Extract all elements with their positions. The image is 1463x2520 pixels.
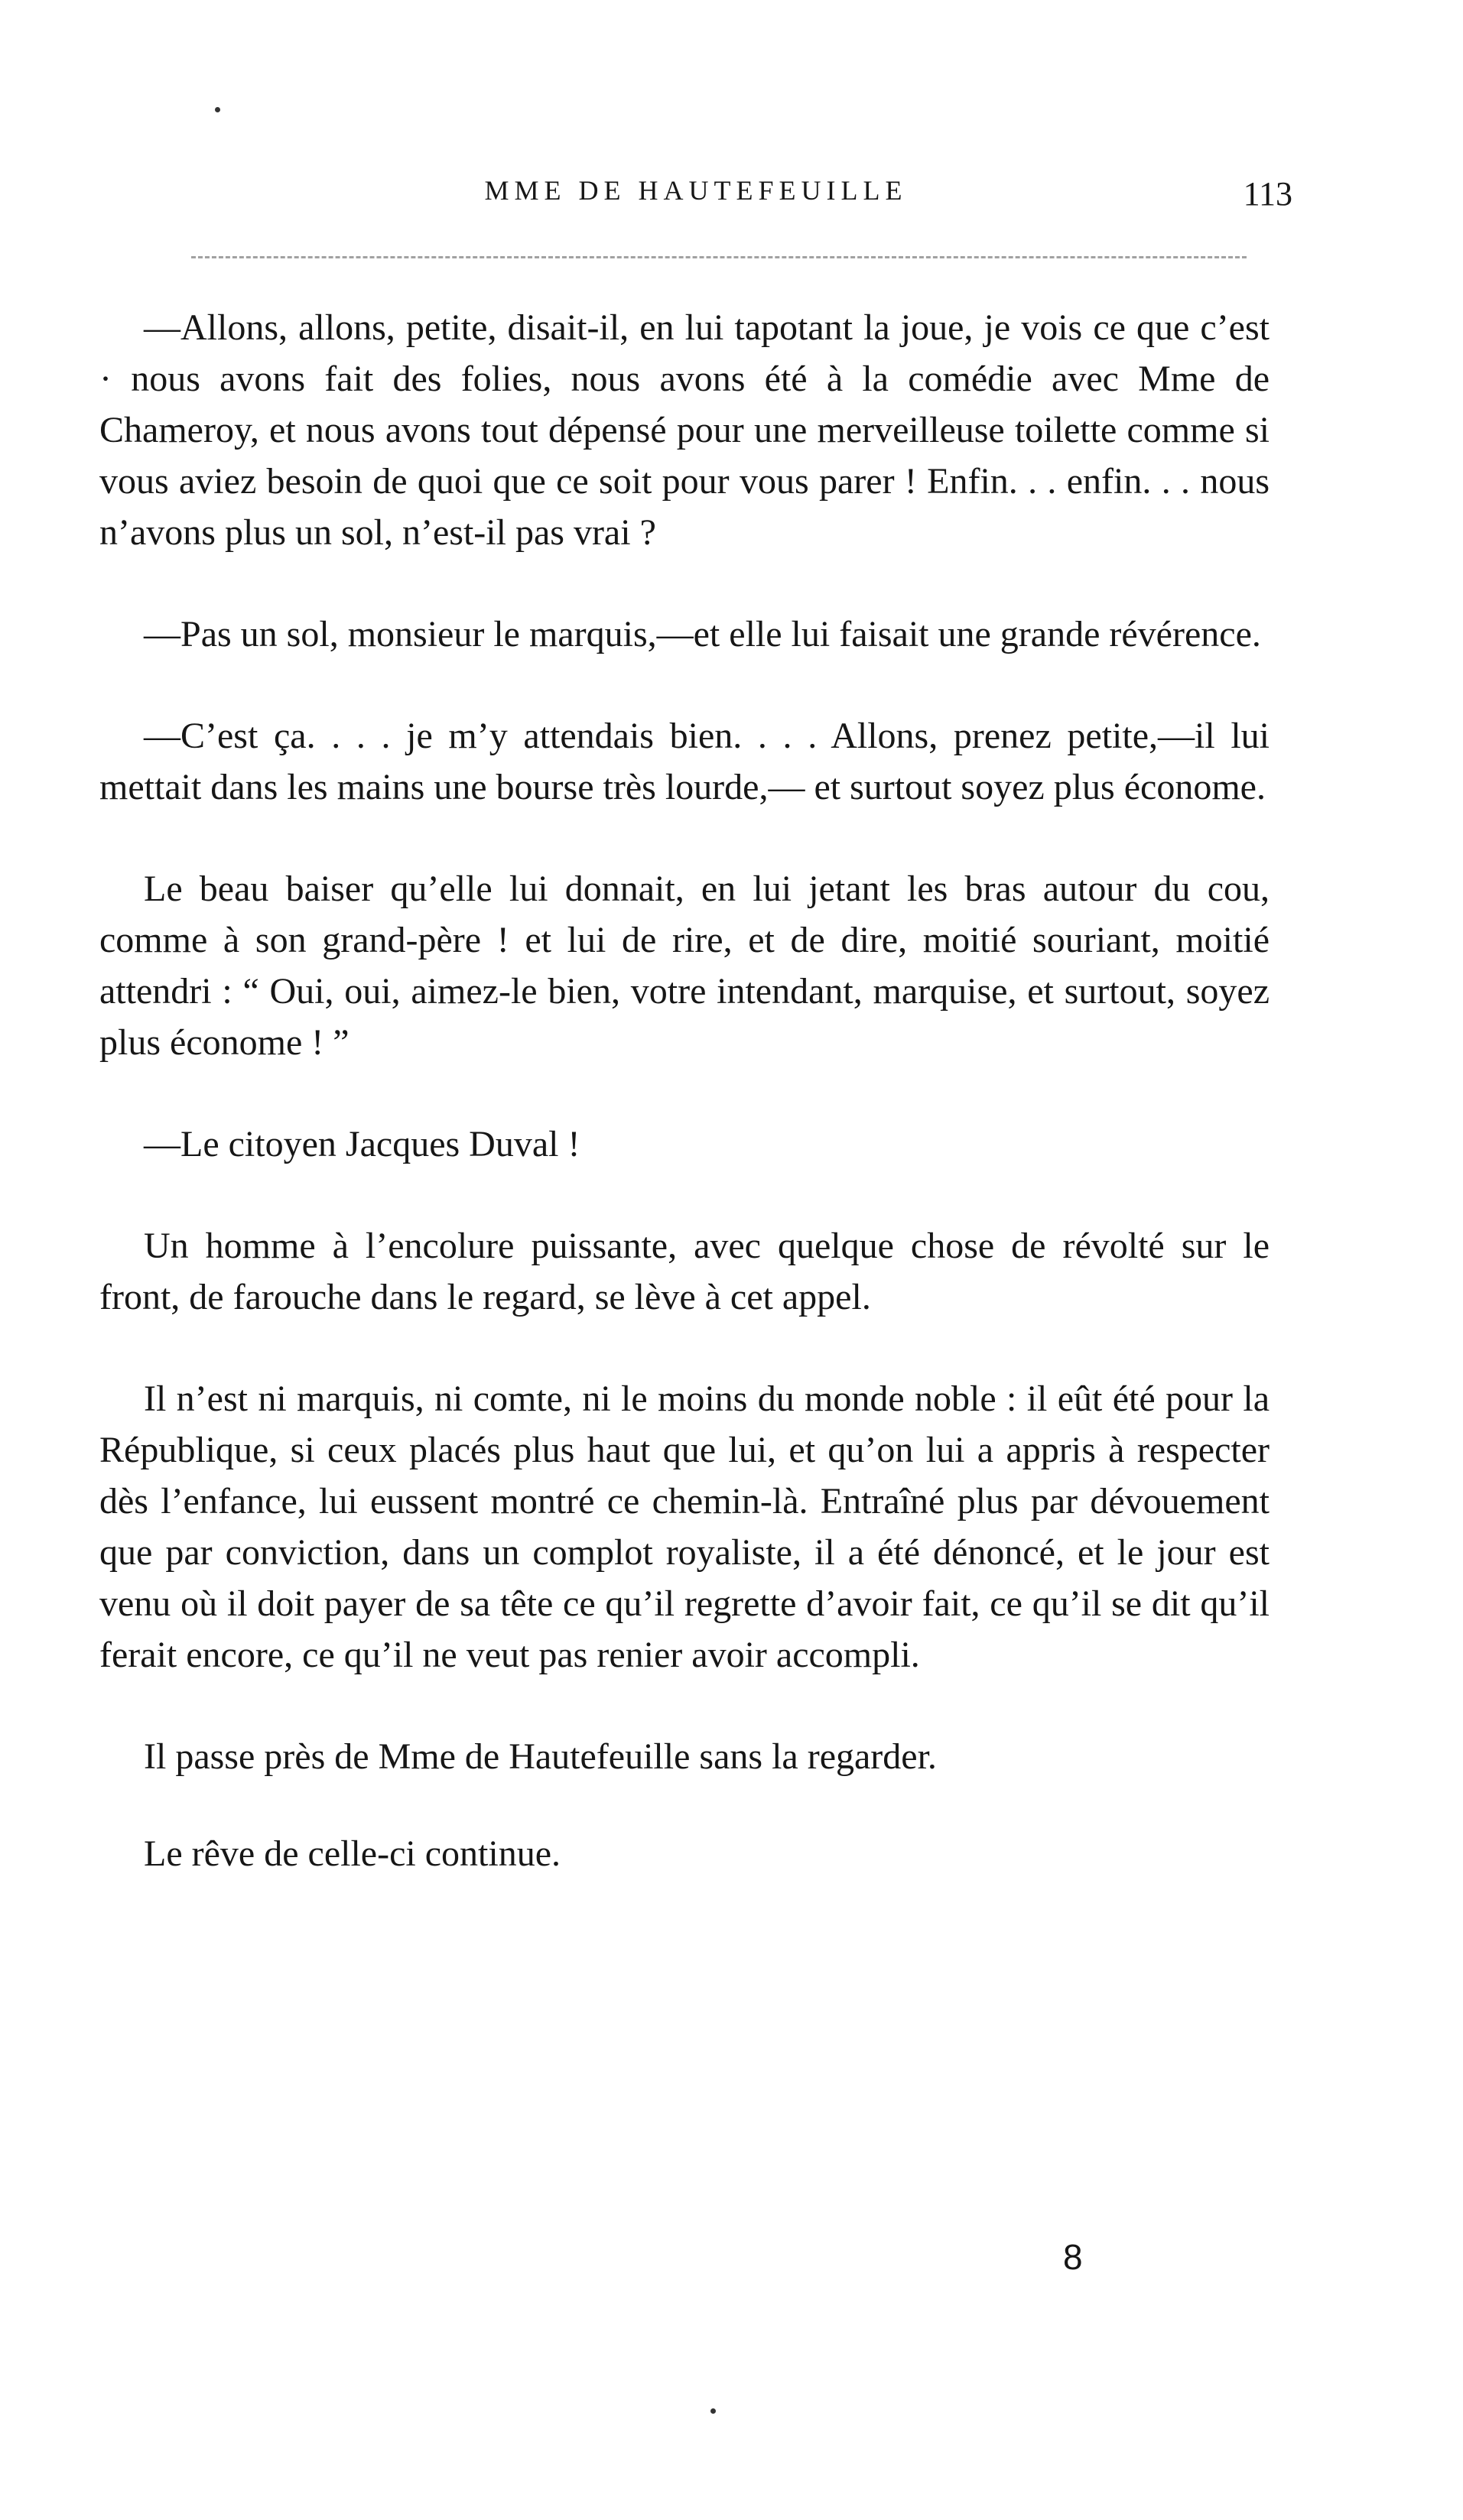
paragraph: Le rêve de celle-ci continue.: [144, 1833, 561, 1874]
body-text: [99, 302, 1270, 1925]
paragraph: Il passe près de Mme de Hautefeuille sans la regarder.: [144, 1736, 937, 1777]
signature-mark: 8: [1063, 2237, 1083, 2277]
paragraph: —C’est ça. . . . je m’y attendais bien. . . . Allons, prenez petite,—il lui mettait dans les mains une bourse très lourde,— et surtout soyez plus économe.: [99, 716, 1270, 807]
ink-speck: [710, 2408, 716, 2414]
paragraph: —Le citoyen Jacques Duval !: [144, 1124, 580, 1164]
paragraph: Il n’est ni marquis, ni comte, ni le moins du monde noble : il eût été pour la République, si ceux placés plus haut que lui, et qu’on lui a appris à respecter dès l’enfance, lui eussent montré ce chemin-là. Entraîné plus par dévouement que par conviction, dans un complot royaliste, il a été dénoncé, et le jour est venu où il doit payer de sa tête ce qu’il regrette d’avoir fait, ce qu’il se dit qu’il ferait encore, ce qu’il ne veut pas renier avoir accompli.: [99, 1379, 1270, 1675]
paragraph: Un homme à l’encolure puissante, avec quelque chose de révolté sur le front, de farouche dans le regard, se lève à cet appel.: [99, 1226, 1270, 1317]
paragraph: Le beau baiser qu’elle lui donnait, en lui jetant les bras autour du cou, comme à son grand-père ! et lui de rire, et de dire, moitié souriant, moitié attendri : “ Oui, oui, aimez-le bien, votre intendant, marquise, et surtout, soyez plus économe ! ”: [99, 869, 1270, 1063]
ink-speck: [215, 107, 220, 112]
header-rule: [191, 256, 1247, 258]
page-number: 113: [1243, 175, 1292, 213]
paragraph: —Pas un sol, monsieur le marquis,—et elle lui faisait une grande révérence.: [144, 614, 1261, 654]
paragraph: —Allons, allons, petite, disait-il, en lui tapotant la joue, je vois ce que c’est · nous avons fait des folies, nous avons été à la comédie avec Mme de Chameroy, et nous avons tout dépensé pour une merveilleuse toilette comme si vous aviez besoin de quoi que ce soit pour vous parer ! Enfin. . . enfin. . . nous n’avons plus un sol, n’est-il pas vrai ?: [99, 307, 1270, 553]
running-head: [99, 174, 1292, 220]
running-title: MME DE HAUTEFEUILLE: [484, 175, 908, 206]
